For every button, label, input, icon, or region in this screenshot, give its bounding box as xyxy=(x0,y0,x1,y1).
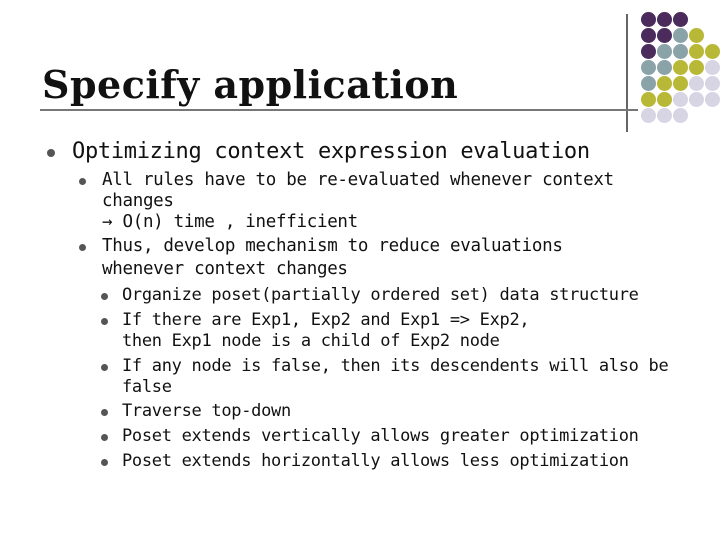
level2-item-1-line-2: changes xyxy=(102,191,174,211)
decor-dot xyxy=(641,108,656,123)
bullet-dot xyxy=(47,149,55,157)
bullet-dot xyxy=(101,459,108,466)
level2-item-2-line-1: Thus, develop mechanism to reduce evaluations xyxy=(102,236,563,256)
decor-dot xyxy=(657,76,672,91)
decor-dot xyxy=(673,76,688,91)
decor-dot xyxy=(705,60,720,75)
bullet-dot xyxy=(101,409,108,416)
decor-dot xyxy=(641,12,656,27)
bullet-dot xyxy=(101,318,108,325)
bullet-dot xyxy=(101,293,108,300)
level1-bullet-text: Optimizing context expression evaluation xyxy=(72,139,590,164)
decor-dot xyxy=(673,92,688,107)
decor-dot xyxy=(673,60,688,75)
decor-dot xyxy=(705,76,720,91)
decor-dot xyxy=(657,28,672,43)
decor-dot xyxy=(673,44,688,59)
decor-dot xyxy=(689,28,704,43)
bullet-dot xyxy=(101,434,108,441)
level3-item-3-line-2: false xyxy=(122,377,172,397)
bullet-dot xyxy=(79,178,86,185)
level3-item-2-line-2: then Exp1 node is a child of Exp2 node xyxy=(122,331,500,351)
decor-dot xyxy=(689,60,704,75)
decor-dot xyxy=(657,92,672,107)
decor-dot xyxy=(673,28,688,43)
level3-item-6: Poset extends horizontally allows less optimization xyxy=(122,451,629,471)
decor-dot xyxy=(641,76,656,91)
slide-title: Specify application xyxy=(42,62,459,107)
level3-item-2-line-1: If there are Exp1, Exp2 and Exp1 => Exp2, xyxy=(122,310,530,330)
decor-dot xyxy=(657,60,672,75)
bullet-dot xyxy=(79,244,86,251)
decor-dot xyxy=(673,12,688,27)
decor-dot xyxy=(641,44,656,59)
decor-dot xyxy=(657,108,672,123)
level2-item-2-line-2: whenever context changes xyxy=(102,259,348,279)
decor-dot xyxy=(705,92,720,107)
level2-item-1-line-1: All rules have to be re-evaluated whenever context xyxy=(102,170,614,190)
level2-item-1-line-3: → O(n) time , inefficient xyxy=(102,212,358,232)
decor-dot xyxy=(689,92,704,107)
decor-dot xyxy=(689,44,704,59)
decor-dot xyxy=(705,44,720,59)
decor-dot xyxy=(641,92,656,107)
title-underline xyxy=(40,109,638,111)
level3-item-4: Traverse top-down xyxy=(122,401,291,421)
decor-dot xyxy=(641,60,656,75)
decor-dot xyxy=(641,28,656,43)
decor-dot xyxy=(657,44,672,59)
decor-dot xyxy=(657,12,672,27)
level3-item-1: Organize poset(partially ordered set) data structure xyxy=(122,285,639,305)
decor-dot xyxy=(689,76,704,91)
level3-item-5: Poset extends vertically allows greater optimization xyxy=(122,426,639,446)
level3-item-3-line-1: If any node is false, then its descendents will also be xyxy=(122,356,669,376)
decor-vertical-line xyxy=(626,14,628,132)
decor-dot xyxy=(673,108,688,123)
bullet-dot xyxy=(101,364,108,371)
